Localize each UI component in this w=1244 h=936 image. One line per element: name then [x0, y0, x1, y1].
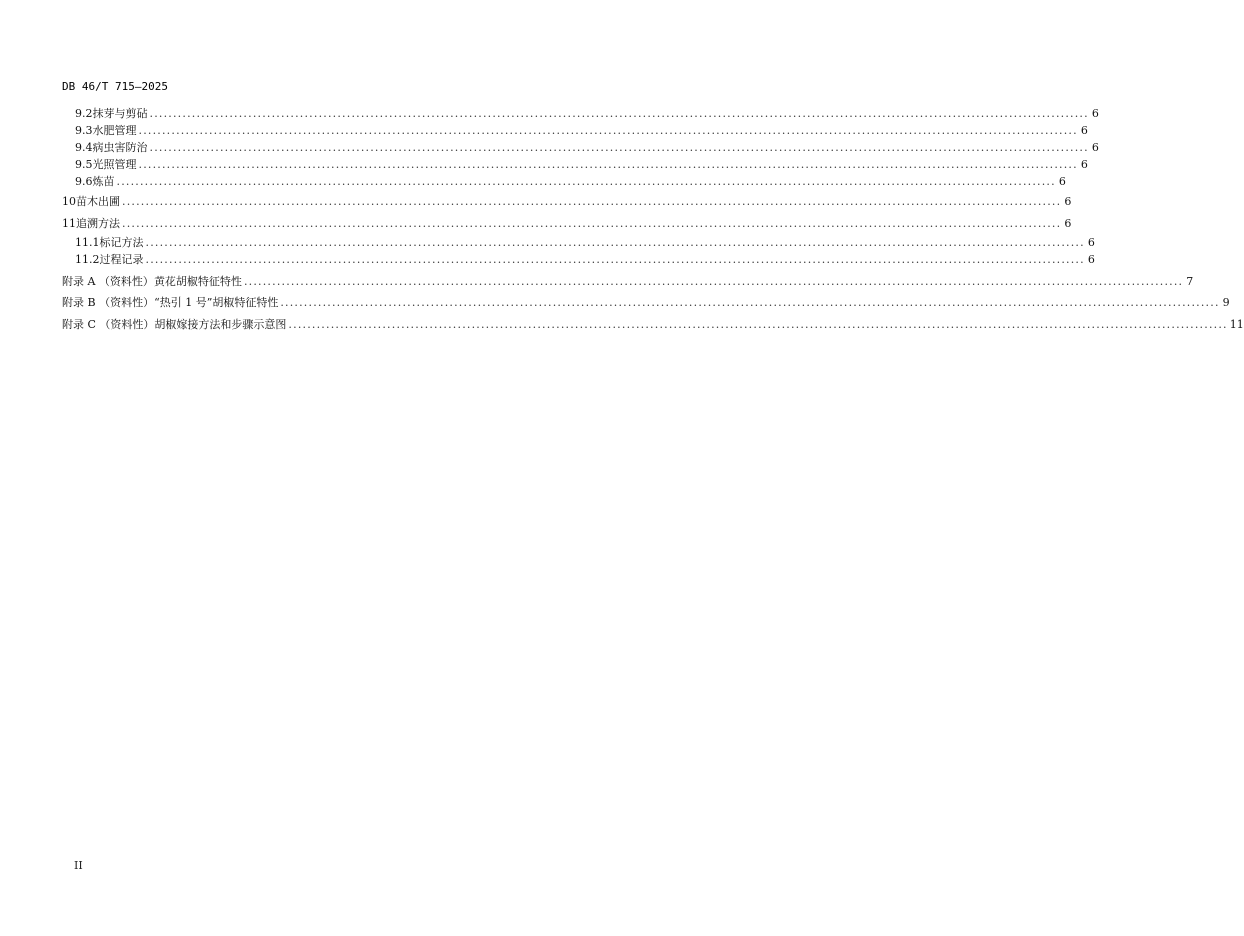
toc-leader-dots: ........................................................................................................................................................................................................: [122, 195, 1062, 208]
toc-entry-number: 9.3: [75, 124, 93, 137]
toc-entry-title: 过程记录: [99, 253, 144, 266]
toc-leader-dots: ........................................................................................................................................................................................................: [280, 296, 1220, 309]
toc-leader-dots: ........................................................................................................................................................................................................: [243, 275, 1184, 288]
toc-entry-title: 苗木出圃: [76, 195, 120, 208]
toc-entry-title: 抹芽与剪砧: [92, 107, 148, 120]
toc-entry[interactable]: [62, 274, 1194, 290]
toc-entry-page: 6: [1091, 141, 1099, 154]
toc-entry[interactable]: [62, 123, 1088, 139]
toc-entry-number: 附录 B （资料性）: [62, 296, 155, 309]
toc-entry-title: “热引 1 号”胡椒特征特性: [154, 296, 279, 309]
toc-entry-title: 病虫害防治: [92, 141, 148, 154]
toc-entry-title: 黄花胡椒特征特性: [153, 275, 242, 288]
toc-entry-title: 标记方法: [99, 236, 144, 249]
toc-entry-page: 6: [1058, 175, 1066, 188]
toc-entry-number: 9.4: [75, 141, 93, 154]
toc-leader-dots: ........................................................................................................................................................................................................: [138, 124, 1078, 137]
toc-entry[interactable]: [62, 216, 1072, 232]
toc-entry-page: 11: [1229, 318, 1244, 331]
document-id: DB 46/T 715—2025: [62, 80, 168, 93]
toc-entry[interactable]: [62, 317, 1244, 333]
toc-entry-number: 10: [62, 195, 76, 208]
toc-entry-number: 附录 A （资料性）: [62, 275, 154, 288]
toc-entry-number: 11: [62, 217, 76, 230]
toc-entry-number: 9.6: [75, 175, 93, 188]
toc-entry-title: 水肥管理: [92, 124, 137, 137]
toc-entry[interactable]: [62, 174, 1066, 190]
toc-entry-page: 9: [1222, 296, 1230, 309]
toc-leader-dots: ........................................................................................................................................................................................................: [145, 253, 1085, 266]
toc-entry-number: 9.5: [75, 158, 93, 171]
toc-entry-number: 11.2: [75, 253, 100, 266]
toc-leader-dots: ........................................................................................................................................................................................................: [116, 175, 1056, 188]
toc-leader-dots: ........................................................................................................................................................................................................: [138, 158, 1078, 171]
toc-entry-title: 光照管理: [92, 158, 137, 171]
toc-entry-page: 6: [1080, 124, 1088, 137]
toc-entry-page: 6: [1087, 236, 1095, 249]
page-number: II: [74, 859, 83, 872]
toc-entry[interactable]: [62, 157, 1088, 173]
toc-leader-dots: ........................................................................................................................................................................................................: [288, 318, 1228, 331]
toc-entry-page: 6: [1087, 253, 1095, 266]
toc-entry[interactable]: [62, 252, 1095, 268]
toc-entry-number: 附录 C （资料性）: [62, 318, 155, 331]
toc-entry[interactable]: [62, 235, 1095, 251]
toc-leader-dots: ........................................................................................................................................................................................................: [149, 141, 1089, 154]
toc-entry-title: 炼苗: [92, 175, 115, 188]
toc-entry-title: 胡椒嫁接方法和步骤示意图: [154, 318, 287, 331]
toc-entry[interactable]: [62, 140, 1099, 156]
toc-entry-title: 追溯方法: [76, 217, 120, 230]
toc-entry-page: 6: [1064, 217, 1072, 230]
toc-entry[interactable]: [62, 106, 1099, 122]
toc-entry-page: 6: [1080, 158, 1088, 171]
toc-leader-dots: ........................................................................................................................................................................................................: [122, 217, 1062, 230]
toc-entry-number: 9.2: [75, 107, 93, 120]
toc-entry-page: 6: [1064, 195, 1072, 208]
toc-leader-dots: ........................................................................................................................................................................................................: [145, 236, 1085, 249]
toc-entry-page: 6: [1091, 107, 1099, 120]
toc-entry-page: 7: [1186, 275, 1194, 288]
toc-entry-number: 11.1: [75, 236, 100, 249]
toc-entry[interactable]: [62, 194, 1072, 210]
toc-leader-dots: ........................................................................................................................................................................................................: [149, 107, 1089, 120]
toc-entry[interactable]: [62, 295, 1230, 311]
